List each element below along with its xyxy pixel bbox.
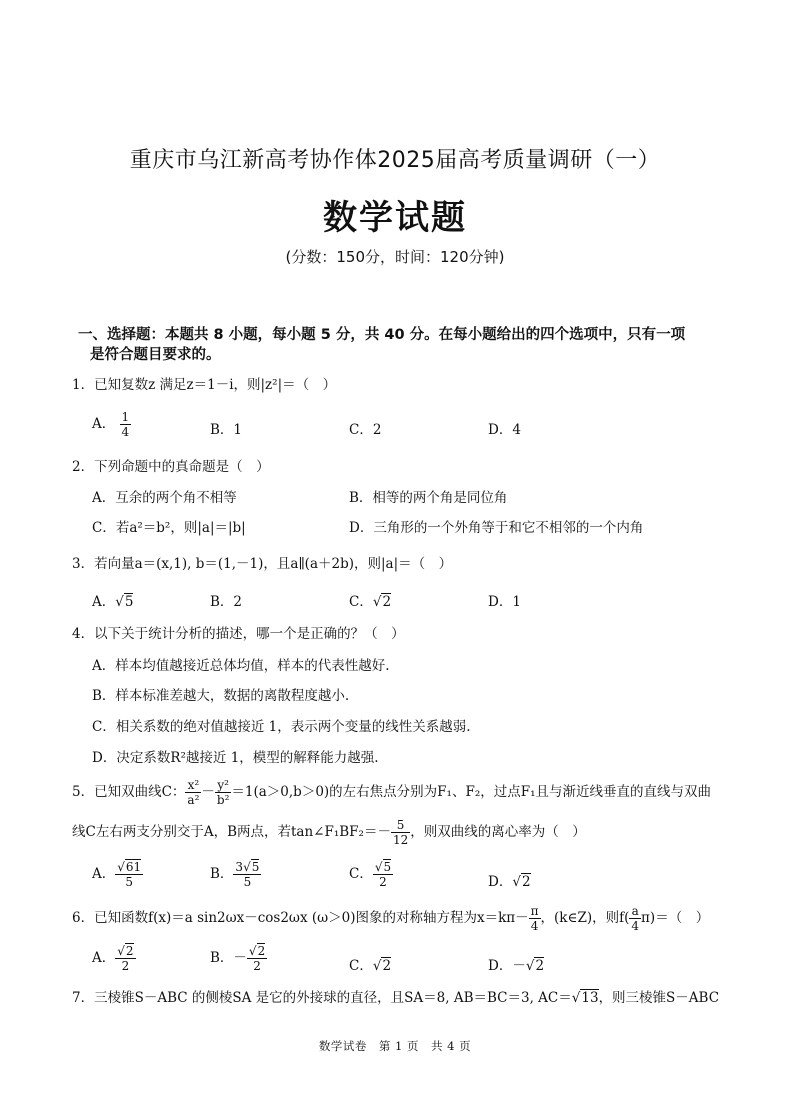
- question-4-stem: 4．以下关于统计分析的描述，哪一个是正确的？（ ）: [72, 626, 405, 642]
- stem-text: 5．已知双曲线C：: [72, 784, 186, 800]
- exam-subtitle: 重庆市乌江新高考协作体2025届高考质量调研（一）: [129, 148, 661, 173]
- numerator: π: [530, 904, 539, 918]
- radicand: 2: [535, 958, 545, 974]
- option-label: D．: [488, 874, 513, 890]
- question-2-stem: 2．下列命题中的真命题是（ ）: [72, 459, 270, 475]
- option-label: A．: [92, 950, 116, 966]
- radicand: 5: [124, 594, 134, 610]
- question-1-option-a: [92, 410, 131, 439]
- denominator: 5: [243, 875, 252, 889]
- numerator: y²: [215, 778, 232, 793]
- denominator: 2: [121, 959, 130, 973]
- stem-text: 7．三棱锥S－ABC 的侧棱SA 是它的外接球的直径，且SA＝8, AB＝BC＝3, AC＝: [72, 990, 572, 1006]
- question-4-option-a: A．样本均值越接近总体均值，样本的代表性越好.: [92, 658, 390, 674]
- option-label: C．: [349, 958, 373, 974]
- pi-symbol: π: [641, 910, 650, 926]
- question-5-stem-line2: [72, 818, 586, 847]
- section-heading-line2: 是符合题目要求的。: [90, 347, 221, 363]
- question-1-stem: 1．已知复数z 满足z＝1－i，则|z²|＝（ ）: [72, 377, 337, 393]
- question-2-option-a: A．互余的两个角不相等: [92, 490, 237, 506]
- score-time-info: (分数：150分，时间：120分钟): [285, 248, 505, 266]
- fraction: [391, 818, 410, 847]
- fraction: [373, 860, 393, 889]
- radicand: 2: [382, 958, 392, 974]
- option-label: A．: [92, 866, 116, 882]
- radicand: 5: [251, 860, 260, 874]
- question-2-option-b: B．相等的两个角是同位角: [349, 490, 508, 506]
- fraction: [185, 778, 201, 807]
- option-label: B．: [210, 866, 234, 882]
- numerator: √2: [248, 944, 266, 958]
- option-label: A．: [92, 416, 116, 432]
- radicand: 5: [383, 860, 392, 874]
- radicand: 13: [581, 990, 599, 1006]
- numerator: 3√5: [235, 860, 260, 874]
- question-2-option-c: C．若a²＝b²，则|a|＝|b|: [92, 520, 246, 536]
- question-3-option-a: A．√5: [92, 594, 134, 610]
- question-6-option-b: [210, 944, 267, 973]
- numerator: 5: [391, 818, 410, 833]
- option-label: D．－: [488, 958, 526, 974]
- fraction: [629, 904, 641, 933]
- fraction: [115, 944, 135, 973]
- question-5-option-b: [210, 860, 261, 889]
- question-3-option-d: D．1: [488, 594, 521, 610]
- stem-text: ，则三棱锥S－ABC: [598, 990, 720, 1006]
- denominator: 5: [125, 875, 134, 889]
- option-label: B．－: [210, 950, 247, 966]
- stem-text: 6．已知函数f(x)＝a sin2ωx－cos2ωx (ω＞0)图象的对称轴方程为x＝kπ－: [72, 910, 529, 926]
- question-6-option-c: C．√2: [349, 958, 392, 974]
- stem-text: 线C左右两支分别交于A，B两点，若tan∠F₁BF₂＝－: [72, 824, 391, 840]
- denominator: 2: [379, 875, 387, 889]
- exam-title: 数学试题: [323, 198, 467, 238]
- question-7-stem: 7．三棱锥S－ABC 的侧棱SA 是它的外接球的直径，且SA＝8, AB＝BC＝3, AC＝√13，则三棱锥S－ABC: [72, 990, 720, 1006]
- section-heading-line1: 一、选择题：本题共 8 小题，每小题 5 分，共 40 分。在每小题给出的四个选项中，只有一项: [78, 327, 686, 343]
- fraction: [233, 860, 261, 889]
- denominator: b²: [216, 793, 230, 807]
- stem-text: ＝（ ）: [655, 910, 710, 926]
- numerator: √61: [117, 860, 142, 874]
- stem-text: ，(k∈Z)，则f: [540, 910, 625, 926]
- numerator: √2: [117, 944, 134, 958]
- question-6-stem: 6．已知函数f(x)＝a sin2ωx－cos2ωx (ω＞0)图象的对称轴方程为x＝kπ－ $\frac{\pi}{4}$ ，(k∈Z)，则f( $\frac{a}{4}$ π)＝（ ）: [72, 904, 710, 933]
- section-heading: [78, 325, 728, 365]
- question-2-option-d: D．三角形的一个外角等于和它不相邻的一个内角: [349, 520, 644, 536]
- fraction: [215, 778, 232, 807]
- question-3-option-c: C．√2: [349, 594, 392, 610]
- numerator: 1: [121, 410, 130, 424]
- radicand: 2: [521, 874, 531, 890]
- question-3-option-b: B．2: [210, 594, 243, 610]
- stem-text: ，则双曲线的离心率为（ ）: [410, 824, 586, 840]
- option-label: C．: [349, 594, 373, 610]
- page-footer: 数学试卷 第 1 页 共 4 页: [318, 1039, 472, 1053]
- question-6-option-a: [92, 944, 136, 973]
- option-label: C．: [349, 866, 373, 882]
- radicand: 61: [125, 860, 142, 874]
- fraction: [529, 904, 541, 933]
- denominator: 4: [121, 425, 130, 439]
- question-1-option-d: D．4: [488, 422, 521, 438]
- option-label: A．: [92, 594, 116, 610]
- denominator: 4: [530, 919, 539, 933]
- numerator: √5: [374, 860, 392, 874]
- fraction: [247, 944, 267, 973]
- fraction: [115, 860, 143, 889]
- question-5-stem: [72, 778, 711, 807]
- fraction: [120, 410, 132, 439]
- question-5-option-a: [92, 860, 143, 889]
- operator: －: [201, 784, 215, 800]
- radicand: 2: [382, 594, 392, 610]
- denominator: 2: [253, 959, 261, 973]
- numerator: a: [629, 904, 641, 919]
- question-4-option-b: B．样本标准差越大，数据的离散程度越小.: [92, 688, 350, 704]
- question-5-option-c: [349, 860, 393, 889]
- radicand: 2: [257, 944, 266, 958]
- coefficient: 3: [235, 860, 244, 874]
- question-5-option-d: D．√2: [488, 874, 531, 890]
- denominator: a²: [187, 793, 200, 807]
- question-3-stem: 3．若向量a＝(x,1), b＝(1,－1)，且a∥(a＋2b)，则|a|＝（ ）: [72, 556, 453, 572]
- radicand: 2: [125, 944, 134, 958]
- stem-text: ＝1(a＞0,b＞0)的左右焦点分别为F₁、F₂，过点F₁且与渐近线垂直的直线与双曲: [231, 784, 712, 800]
- question-4-option-d: D．决定系数R²越接近 1，模型的解释能力越强.: [92, 750, 379, 766]
- question-1-option-c: C．2: [349, 422, 382, 438]
- question-6-option-d: D．－√2: [488, 958, 545, 974]
- question-4-option-c: C．相关系数的绝对值越接近 1，表示两个变量的线性关系越弱.: [92, 719, 471, 735]
- numerator: x²: [185, 778, 201, 793]
- denominator: 12: [392, 833, 409, 847]
- denominator: 4: [631, 919, 640, 933]
- question-1-option-b: B．1: [210, 422, 243, 438]
